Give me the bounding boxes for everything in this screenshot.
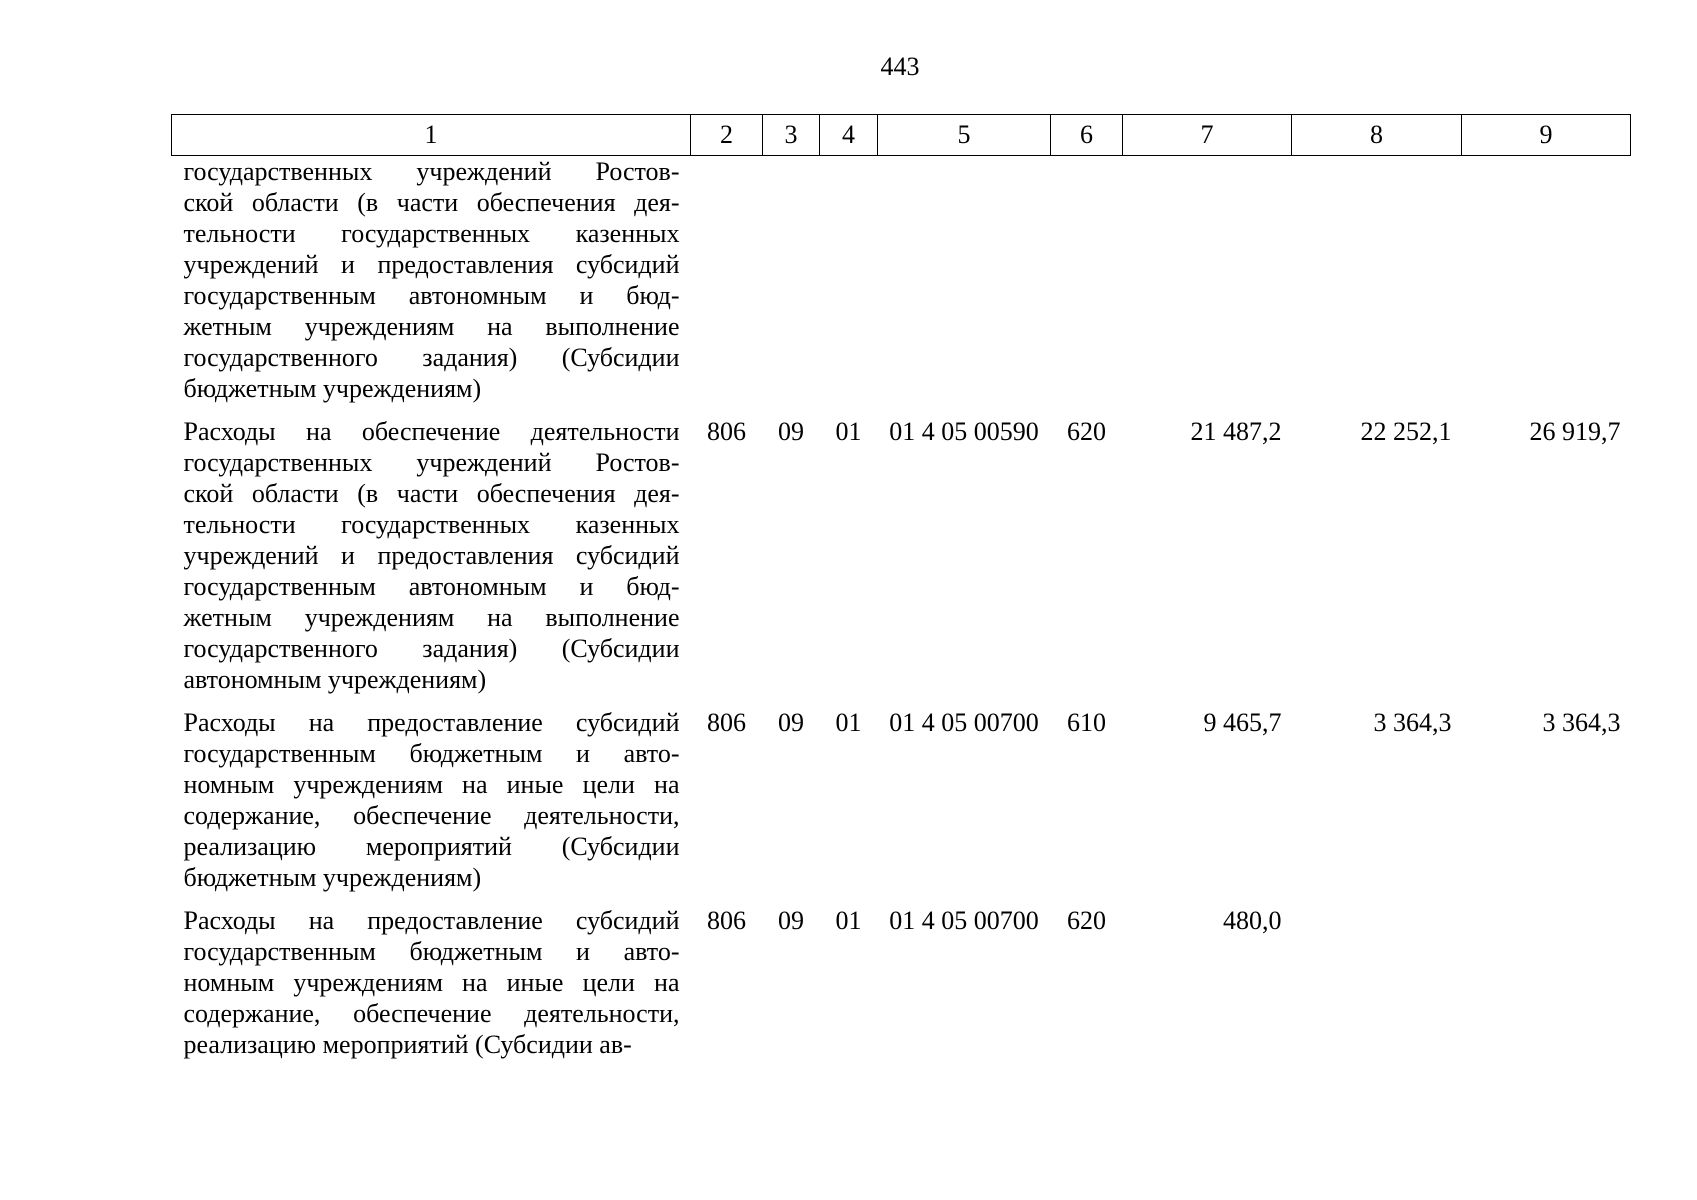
page-number: 443 [880, 52, 920, 81]
row-description [172, 404, 691, 695]
description-line: ской области (в части обеспечения дея- [183, 188, 680, 217]
target-article-cell: 01 4 05 00700 [889, 708, 1039, 737]
description-line: учреждений и предоставления субсидий [183, 250, 680, 279]
description-line: государственным бюджетным и авто- [183, 739, 680, 768]
section-code-cell: 09 [778, 417, 804, 446]
description-line: Расходы на предоставление субсидий [183, 708, 680, 737]
header-cell-3: 3 [763, 115, 820, 156]
header-cell-5: 5 [878, 115, 1051, 156]
amount-col7-cell [1123, 156, 1292, 405]
ministry-code-cell [691, 156, 763, 405]
section-code-cell [763, 156, 820, 405]
amount-col8-cell: 22 252,1 [1360, 417, 1452, 446]
description-line: государственного задания) (Субсидии [183, 634, 680, 663]
expense-type-cell [1051, 156, 1123, 405]
description-line: государственных учреждений Ростов- [183, 448, 680, 477]
description-line: Расходы на предоставление субсидий [183, 906, 680, 935]
description-line: содержание, обеспечение деятельности, [183, 801, 680, 830]
header-cell-1: 1 [172, 115, 691, 156]
description-line: номным учреждениям на иные цели на [183, 968, 680, 997]
table-row [172, 893, 1631, 1060]
table-body [172, 156, 1631, 1061]
target-article-cell: 01 4 05 00700 [889, 906, 1039, 935]
header-cell-7: 7 [1123, 115, 1292, 156]
description-line: реализацию мероприятий (Субсидии ав- [183, 1030, 632, 1059]
description-line: государственным автономным и бюд- [183, 281, 680, 310]
amount-col7-cell: 21 487,2 [1190, 417, 1282, 446]
row-description [172, 695, 691, 893]
description-line: жетным учреждениям на выполнение [183, 603, 680, 632]
description-line: автономным учреждениям) [183, 665, 487, 694]
target-article-cell [878, 156, 1051, 405]
expense-type-cell: 610 [1067, 708, 1106, 737]
ministry-code-cell: 806 [707, 417, 746, 446]
subsection-code-cell: 01 [835, 906, 862, 935]
description-line: содержание, обеспечение деятельности, [183, 999, 680, 1028]
table-header [172, 115, 1631, 156]
ministry-code-cell: 806 [707, 708, 746, 737]
description-line: государственным автономным и бюд- [183, 572, 680, 601]
description-line: бюджетным учреждениям) [183, 863, 482, 892]
table-row [172, 156, 1631, 405]
amount-col8-cell: 3 364,3 [1373, 708, 1452, 737]
description-line: учреждений и предоставления субсидий [183, 541, 680, 570]
amount-col9-cell: 3 364,3 [1542, 708, 1621, 737]
table-row [172, 695, 1631, 893]
ministry-code-cell: 806 [707, 906, 746, 935]
subsection-code-cell: 01 [835, 708, 862, 737]
description-line: жетным учреждениям на выполнение [183, 312, 680, 341]
description-line: тельности государственных казенных [183, 510, 680, 539]
section-code-cell: 09 [778, 906, 804, 935]
header-cell-6: 6 [1051, 115, 1123, 156]
row-description [172, 893, 691, 1060]
expense-type-cell: 620 [1067, 417, 1106, 446]
amount-col9-cell [1462, 156, 1631, 405]
target-article-cell: 01 4 05 00590 [889, 417, 1039, 446]
header-cell-4: 4 [820, 115, 878, 156]
description-line: номным учреждениям на иные цели на [183, 770, 680, 799]
description-line: Расходы на обеспечение деятельности [183, 417, 680, 446]
description-line: государственного задания) (Субсидии [183, 343, 680, 372]
expense-type-cell: 620 [1067, 906, 1106, 935]
amount-col7-cell: 480,0 [1223, 906, 1282, 935]
description-line: бюджетным учреждениям) [183, 374, 482, 403]
section-code-cell: 09 [778, 708, 804, 737]
amount-col9-cell: 26 919,7 [1529, 417, 1621, 446]
description-line: государственным бюджетным и авто- [183, 937, 680, 966]
header-cell-8: 8 [1292, 115, 1462, 156]
amount-col8-cell [1292, 893, 1462, 1060]
header-cell-2: 2 [691, 115, 763, 156]
description-line: тельности государственных казенных [183, 219, 680, 248]
table-row [172, 404, 1631, 695]
description-line: реализацию мероприятий (Субсидии [183, 832, 680, 861]
header-row [172, 115, 1631, 156]
header-cell-9: 9 [1462, 115, 1631, 156]
row-description [172, 156, 691, 405]
subsection-code-cell [820, 156, 878, 405]
amount-col7-cell: 9 465,7 [1203, 708, 1282, 737]
subsection-code-cell: 01 [835, 417, 862, 446]
budget-table [171, 114, 1631, 1060]
description-line: государственных учреждений Ростов- [183, 157, 680, 186]
amount-col8-cell [1292, 156, 1462, 405]
amount-col9-cell [1462, 893, 1631, 1060]
description-line: ской области (в части обеспечения дея- [183, 479, 680, 508]
